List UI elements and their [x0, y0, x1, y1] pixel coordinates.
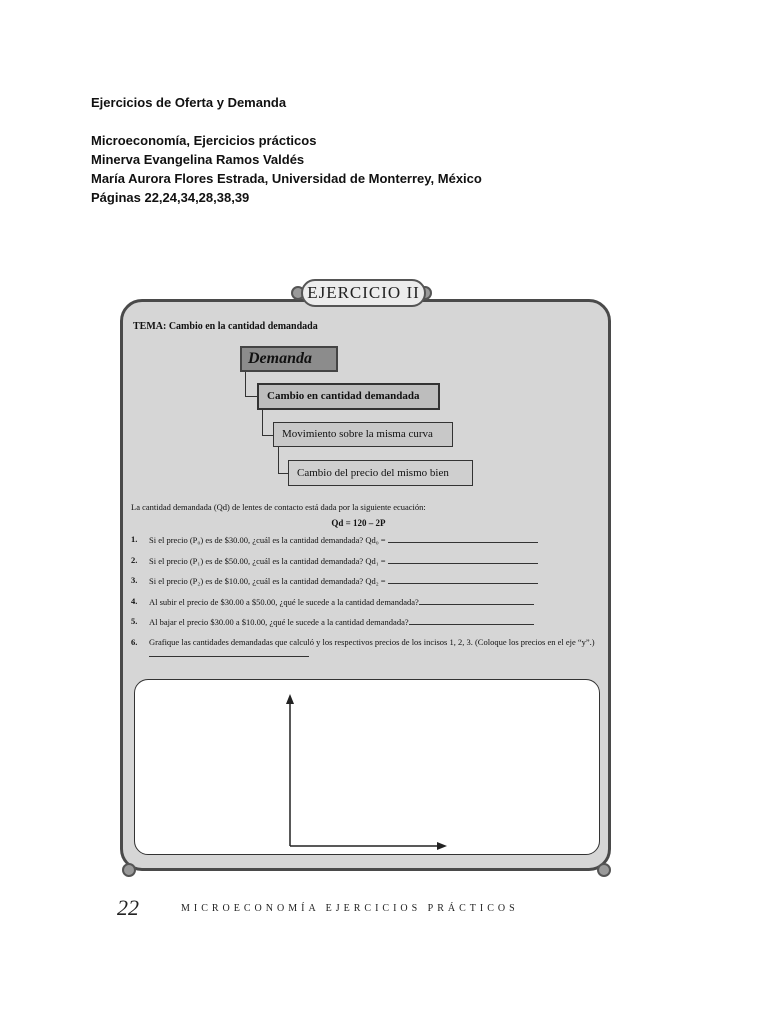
exercise-banner: EJERCICIO II [301, 279, 426, 307]
answer-line[interactable] [149, 648, 309, 657]
author-2: María Aurora Flores Estrada, Universidad de Monterrey, México [91, 171, 482, 186]
answer-line[interactable] [388, 555, 538, 564]
corner-knob-right [597, 863, 611, 877]
question-text: Si el precio (P₀) es de $30.00, ¿cuál es la cantidad demandada? Qd₀ = [149, 535, 386, 545]
document-header [91, 93, 482, 207]
footer-book-title: MICROECONOMÍA EJERCICIOS PRÁCTICOS [181, 903, 519, 914]
question-item [131, 596, 596, 608]
question-item [131, 534, 596, 546]
answer-line[interactable] [409, 616, 534, 625]
diagram-box-cambio-precio: Cambio del precio del mismo bien [288, 460, 473, 486]
question-number: 6. [131, 637, 138, 647]
question-number: 5. [131, 616, 138, 626]
question-item [131, 555, 596, 567]
book-title: Microeconomía, Ejercicios prácticos [91, 133, 317, 148]
answer-line[interactable] [388, 575, 538, 584]
scan-footer [117, 895, 519, 921]
graph-area[interactable] [134, 679, 600, 855]
y-axis-arrow [286, 694, 294, 704]
question-item [131, 575, 596, 587]
question-text: Grafique las cantidades demandadas que calculó y los respectivos precios de los incisos 1, 2, 3. (Coloque los precios en el eje “y”.) [149, 637, 595, 647]
topic-label: TEMA: Cambio en la cantidad demandada [133, 321, 318, 332]
diagram-box-movimiento: Movimiento sobre la misma curva [273, 422, 453, 447]
author-1: Minerva Evangelina Ramos Valdés [91, 152, 305, 167]
graph-axes [135, 680, 601, 856]
diagram-box-cambio-cantidad: Cambio en cantidad demandada [257, 383, 440, 410]
corner-knob-left [122, 863, 136, 877]
x-axis-arrow [437, 842, 447, 850]
demand-equation: Qd = 120 – 2P [331, 518, 386, 528]
question-item [131, 637, 596, 660]
question-text: Si el precio (P₁) es de $50.00, ¿cuál es la cantidad demandada? Qd₁ = [149, 556, 386, 566]
question-text: Si el precio (P₂) es de $10.00, ¿cuál es la cantidad demandada? Qd₂ = [149, 576, 386, 586]
answer-line[interactable] [388, 534, 538, 543]
question-number: 4. [131, 596, 138, 606]
question-text: Al bajar el precio $30.00 a $10.00, ¿qué le sucede a la cantidad demandada? [149, 617, 409, 627]
question-number: 1. [131, 534, 138, 544]
question-number: 2. [131, 555, 138, 565]
question-item [131, 616, 596, 628]
question-number: 3. [131, 575, 138, 585]
scanned-page [91, 265, 626, 920]
document-title: Ejercicios de Oferta y Demanda [91, 95, 287, 110]
diagram-box-demanda: Demanda [240, 346, 338, 372]
pages-line: Páginas 22,24,34,28,38,39 [91, 190, 250, 205]
exercise-intro: La cantidad demandada (Qd) de lentes de contacto está dada por la siguiente ecuación: [131, 502, 426, 512]
page-number: 22 [117, 895, 139, 920]
question-text: Al subir el precio de $30.00 a $50.00, ¿qué le sucede a la cantidad demandada? [149, 597, 419, 607]
answer-line[interactable] [419, 596, 534, 605]
